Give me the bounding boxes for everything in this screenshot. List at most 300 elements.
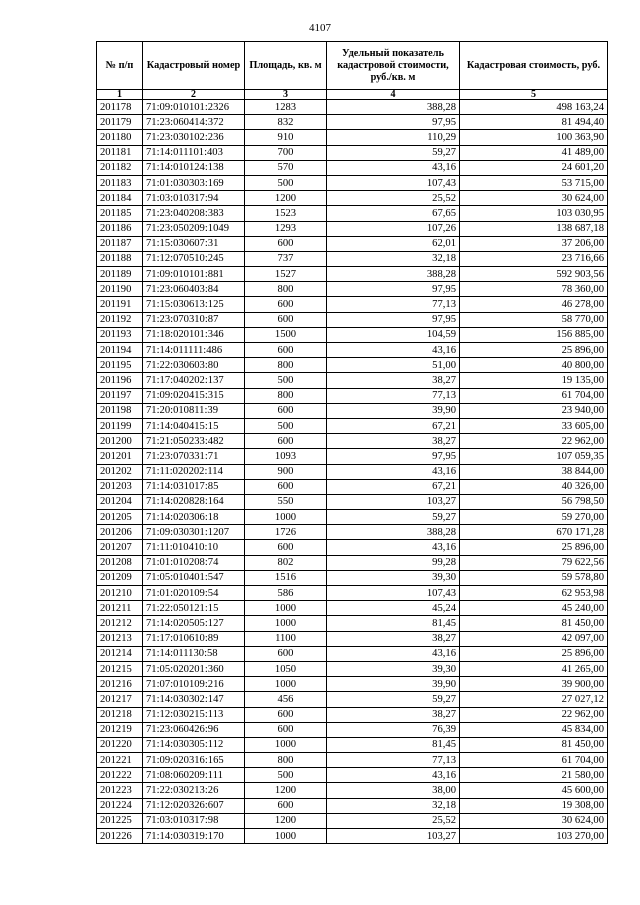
cadastral-number: 71:23:060414:372	[143, 115, 245, 130]
column-index: 1	[97, 90, 143, 100]
cadastral-cost: 61 704,00	[460, 388, 608, 403]
cadastral-number: 71:14:030319:170	[143, 829, 245, 844]
cadastral-number: 71:05:010401:547	[143, 570, 245, 585]
area: 1050	[245, 661, 327, 676]
cadastral-number: 71:23:030102:236	[143, 130, 245, 145]
area: 600	[245, 434, 327, 449]
row-number: 201220	[97, 737, 143, 752]
row-number: 201188	[97, 251, 143, 266]
row-number: 201218	[97, 707, 143, 722]
area: 1000	[245, 737, 327, 752]
cadastral-cost: 45 600,00	[460, 783, 608, 798]
cadastral-cost: 156 885,00	[460, 327, 608, 342]
unit-rate: 43,16	[327, 464, 460, 479]
cadastral-number: 71:22:030213:26	[143, 783, 245, 798]
cadastral-number: 71:09:020415:315	[143, 388, 245, 403]
area: 600	[245, 540, 327, 555]
cadastral-number: 71:14:040415:15	[143, 418, 245, 433]
area: 600	[245, 403, 327, 418]
row-number: 201213	[97, 631, 143, 646]
cadastral-number: 71:11:010410:10	[143, 540, 245, 555]
unit-rate: 59,27	[327, 692, 460, 707]
area: 500	[245, 175, 327, 190]
column-index: 4	[327, 90, 460, 100]
row-number: 201219	[97, 722, 143, 737]
unit-rate: 51,00	[327, 358, 460, 373]
area: 1293	[245, 221, 327, 236]
table-body	[97, 100, 608, 844]
unit-rate: 107,26	[327, 221, 460, 236]
unit-rate: 107,43	[327, 175, 460, 190]
row-number: 201211	[97, 601, 143, 616]
row-number: 201182	[97, 160, 143, 175]
unit-rate: 103,27	[327, 494, 460, 509]
area: 600	[245, 236, 327, 251]
table-row	[97, 692, 608, 707]
unit-rate: 97,95	[327, 115, 460, 130]
cadastral-number: 71:14:020306:18	[143, 510, 245, 525]
cadastral-cost: 592 903,56	[460, 267, 608, 282]
cadastral-cost: 23 940,00	[460, 403, 608, 418]
area: 600	[245, 479, 327, 494]
cadastral-number: 71:14:011130:58	[143, 646, 245, 661]
cadastral-cost: 42 097,00	[460, 631, 608, 646]
cadastral-cost: 19 308,00	[460, 798, 608, 813]
cadastral-number: 71:14:011101:403	[143, 145, 245, 160]
area: 1000	[245, 829, 327, 844]
table-row	[97, 783, 608, 798]
area: 600	[245, 646, 327, 661]
area: 500	[245, 418, 327, 433]
unit-rate: 43,16	[327, 160, 460, 175]
table-header-row	[97, 42, 608, 90]
row-number: 201226	[97, 829, 143, 844]
table-row	[97, 175, 608, 190]
area: 800	[245, 358, 327, 373]
row-number: 201181	[97, 145, 143, 160]
row-number: 201214	[97, 646, 143, 661]
row-number: 201189	[97, 267, 143, 282]
table-row	[97, 616, 608, 631]
cadastral-cost: 40 800,00	[460, 358, 608, 373]
row-number: 201198	[97, 403, 143, 418]
cadastral-cost: 22 962,00	[460, 707, 608, 722]
cadastral-number: 71:05:020201:360	[143, 661, 245, 676]
unit-rate: 76,39	[327, 722, 460, 737]
area: 802	[245, 555, 327, 570]
cadastral-number: 71:22:030603:80	[143, 358, 245, 373]
row-number: 201204	[97, 494, 143, 509]
table-row	[97, 707, 608, 722]
unit-rate: 38,27	[327, 631, 460, 646]
cadastral-number: 71:14:011111:486	[143, 343, 245, 358]
cadastral-number: 71:12:070510:245	[143, 251, 245, 266]
cadastral-cost: 21 580,00	[460, 768, 608, 783]
cadastral-number: 71:15:030613:125	[143, 297, 245, 312]
cadastral-cost: 670 171,28	[460, 525, 608, 540]
row-number: 201195	[97, 358, 143, 373]
row-number: 201178	[97, 100, 143, 115]
header-num: № п/п	[97, 42, 143, 90]
unit-rate: 103,27	[327, 829, 460, 844]
row-number: 201190	[97, 282, 143, 297]
table-row	[97, 555, 608, 570]
table-row	[97, 798, 608, 813]
row-number: 201206	[97, 525, 143, 540]
unit-rate: 59,27	[327, 145, 460, 160]
cadastral-cost: 41 265,00	[460, 661, 608, 676]
row-number: 201225	[97, 813, 143, 828]
row-number: 201221	[97, 753, 143, 768]
table-row	[97, 145, 608, 160]
cadastral-cost: 25 896,00	[460, 343, 608, 358]
unit-rate: 77,13	[327, 388, 460, 403]
header-cost: Кадастровая стоимость, руб.	[460, 42, 608, 90]
row-number: 201185	[97, 206, 143, 221]
row-number: 201224	[97, 798, 143, 813]
table-row	[97, 221, 608, 236]
unit-rate: 81,45	[327, 737, 460, 752]
cadastral-number: 71:14:020505:127	[143, 616, 245, 631]
table-row	[97, 343, 608, 358]
area: 800	[245, 282, 327, 297]
row-number: 201223	[97, 783, 143, 798]
area: 1516	[245, 570, 327, 585]
unit-rate: 43,16	[327, 646, 460, 661]
row-number: 201194	[97, 343, 143, 358]
area: 570	[245, 160, 327, 175]
cadastral-number: 71:01:010208:74	[143, 555, 245, 570]
cadastral-number: 71:23:060403:84	[143, 282, 245, 297]
cadastral-cost: 25 896,00	[460, 540, 608, 555]
table-row	[97, 631, 608, 646]
table-row	[97, 236, 608, 251]
unit-rate: 32,18	[327, 251, 460, 266]
page-number: 4107	[309, 22, 331, 34]
table-row	[97, 768, 608, 783]
unit-rate: 107,43	[327, 586, 460, 601]
table-row	[97, 327, 608, 342]
cadastral-cost: 27 027,12	[460, 692, 608, 707]
table-row	[97, 115, 608, 130]
cadastral-cost: 498 163,24	[460, 100, 608, 115]
area: 700	[245, 145, 327, 160]
cadastral-number: 71:09:010101:881	[143, 267, 245, 282]
row-number: 201215	[97, 661, 143, 676]
cadastral-number: 71:01:030303:169	[143, 175, 245, 190]
row-number: 201187	[97, 236, 143, 251]
table-row	[97, 753, 608, 768]
cadastral-number: 71:23:060426:96	[143, 722, 245, 737]
table-column-index-row	[97, 90, 608, 100]
cadastral-number: 71:20:010811:39	[143, 403, 245, 418]
area: 1000	[245, 601, 327, 616]
cadastral-cost: 81 450,00	[460, 737, 608, 752]
unit-rate: 43,16	[327, 343, 460, 358]
area: 600	[245, 312, 327, 327]
area: 1283	[245, 100, 327, 115]
cadastral-number: 71:14:010124:138	[143, 160, 245, 175]
unit-rate: 39,90	[327, 677, 460, 692]
area: 1000	[245, 510, 327, 525]
area: 500	[245, 768, 327, 783]
table-row	[97, 464, 608, 479]
cadastral-number: 71:09:030301:1207	[143, 525, 245, 540]
cadastral-number: 71:15:030607:31	[143, 236, 245, 251]
area: 1523	[245, 206, 327, 221]
cadastral-cost: 33 605,00	[460, 418, 608, 433]
row-number: 201217	[97, 692, 143, 707]
row-number: 201193	[97, 327, 143, 342]
area: 1000	[245, 677, 327, 692]
row-number: 201196	[97, 373, 143, 388]
table-row	[97, 510, 608, 525]
cadastral-number: 71:11:020202:114	[143, 464, 245, 479]
table-row	[97, 434, 608, 449]
unit-rate: 67,65	[327, 206, 460, 221]
unit-rate: 38,27	[327, 434, 460, 449]
unit-rate: 43,16	[327, 768, 460, 783]
cadastral-cost: 58 770,00	[460, 312, 608, 327]
area: 1726	[245, 525, 327, 540]
unit-rate: 38,00	[327, 783, 460, 798]
unit-rate: 67,21	[327, 479, 460, 494]
cadastral-cost: 53 715,00	[460, 175, 608, 190]
row-number: 201200	[97, 434, 143, 449]
unit-rate: 43,16	[327, 540, 460, 555]
row-number: 201207	[97, 540, 143, 555]
cadastral-cost: 59 270,00	[460, 510, 608, 525]
row-number: 201186	[97, 221, 143, 236]
row-number: 201203	[97, 479, 143, 494]
cadastral-cost: 45 834,00	[460, 722, 608, 737]
unit-rate: 45,24	[327, 601, 460, 616]
area: 800	[245, 388, 327, 403]
area: 1000	[245, 616, 327, 631]
unit-rate: 110,29	[327, 130, 460, 145]
header-cadastral-number: Кадастровый номер	[143, 42, 245, 90]
area: 1527	[245, 267, 327, 282]
unit-rate: 25,52	[327, 813, 460, 828]
table-row	[97, 722, 608, 737]
table-row	[97, 403, 608, 418]
unit-rate: 62,01	[327, 236, 460, 251]
cadastral-number: 71:03:010317:94	[143, 191, 245, 206]
cadastral-number: 71:14:020828:164	[143, 494, 245, 509]
row-number: 201209	[97, 570, 143, 585]
unit-rate: 81,45	[327, 616, 460, 631]
cadastral-number: 71:09:010101:2326	[143, 100, 245, 115]
area: 500	[245, 373, 327, 388]
unit-rate: 39,30	[327, 661, 460, 676]
table-row	[97, 388, 608, 403]
unit-rate: 67,21	[327, 418, 460, 433]
cadastral-number: 71:14:030305:112	[143, 737, 245, 752]
cadastral-cost: 81 450,00	[460, 616, 608, 631]
table-row	[97, 297, 608, 312]
cadastral-cost: 107 059,35	[460, 449, 608, 464]
cadastral-cost: 25 896,00	[460, 646, 608, 661]
cadastral-number: 71:21:050233:482	[143, 434, 245, 449]
area: 900	[245, 464, 327, 479]
table-row	[97, 540, 608, 555]
cadastral-number: 71:14:030302:147	[143, 692, 245, 707]
cadastral-number: 71:14:031017:85	[143, 479, 245, 494]
cadastral-number: 71:22:050121:15	[143, 601, 245, 616]
unit-rate: 39,90	[327, 403, 460, 418]
cadastral-cost: 61 704,00	[460, 753, 608, 768]
area: 600	[245, 707, 327, 722]
unit-rate: 77,13	[327, 753, 460, 768]
row-number: 201201	[97, 449, 143, 464]
column-index: 2	[143, 90, 245, 100]
area: 910	[245, 130, 327, 145]
cadastral-number: 71:03:010317:98	[143, 813, 245, 828]
unit-rate: 59,27	[327, 510, 460, 525]
cadastral-number: 71:23:070310:87	[143, 312, 245, 327]
table-row	[97, 206, 608, 221]
cadastral-number: 71:23:070331:71	[143, 449, 245, 464]
cadastral-cost: 24 601,20	[460, 160, 608, 175]
column-index: 5	[460, 90, 608, 100]
cadastral-cost: 30 624,00	[460, 191, 608, 206]
cadastral-cost: 103 030,95	[460, 206, 608, 221]
cadastral-number: 71:08:060209:111	[143, 768, 245, 783]
cadastral-cost: 30 624,00	[460, 813, 608, 828]
table-row	[97, 479, 608, 494]
row-number: 201212	[97, 616, 143, 631]
table-row	[97, 373, 608, 388]
row-number: 201202	[97, 464, 143, 479]
cadastral-number: 71:23:050209:1049	[143, 221, 245, 236]
unit-rate: 97,95	[327, 449, 460, 464]
row-number: 201197	[97, 388, 143, 403]
area: 550	[245, 494, 327, 509]
table-row	[97, 494, 608, 509]
cadastral-number: 71:07:010109:216	[143, 677, 245, 692]
area: 1200	[245, 783, 327, 798]
row-number: 201199	[97, 418, 143, 433]
area: 737	[245, 251, 327, 266]
cadastral-cost: 23 716,66	[460, 251, 608, 266]
area: 1200	[245, 813, 327, 828]
table-row	[97, 282, 608, 297]
table-row	[97, 646, 608, 661]
row-number: 201216	[97, 677, 143, 692]
unit-rate: 38,27	[327, 373, 460, 388]
table-row	[97, 191, 608, 206]
row-number: 201179	[97, 115, 143, 130]
cadastral-number: 71:17:010610:89	[143, 631, 245, 646]
table-row	[97, 661, 608, 676]
row-number: 201184	[97, 191, 143, 206]
cadastral-cost: 81 494,40	[460, 115, 608, 130]
cadastral-cost: 138 687,18	[460, 221, 608, 236]
cadastral-cost: 56 798,50	[460, 494, 608, 509]
cadastral-cost: 59 578,80	[460, 570, 608, 585]
area: 600	[245, 798, 327, 813]
cadastral-cost: 39 900,00	[460, 677, 608, 692]
area: 1093	[245, 449, 327, 464]
cadastral-cost: 100 363,90	[460, 130, 608, 145]
cadastral-cost: 103 270,00	[460, 829, 608, 844]
area: 600	[245, 343, 327, 358]
cadastral-cost: 78 360,00	[460, 282, 608, 297]
row-number: 201180	[97, 130, 143, 145]
unit-rate: 25,52	[327, 191, 460, 206]
cadastral-cost: 37 206,00	[460, 236, 608, 251]
unit-rate: 77,13	[327, 297, 460, 312]
table-row	[97, 829, 608, 844]
cadastral-cost: 79 622,56	[460, 555, 608, 570]
table-row	[97, 570, 608, 585]
column-index: 3	[245, 90, 327, 100]
table-row	[97, 251, 608, 266]
cadastral-number: 71:17:040202:137	[143, 373, 245, 388]
cadastral-value-table	[96, 41, 608, 844]
cadastral-number: 71:12:020326:607	[143, 798, 245, 813]
row-number: 201183	[97, 175, 143, 190]
unit-rate: 388,28	[327, 267, 460, 282]
unit-rate: 39,30	[327, 570, 460, 585]
row-number: 201205	[97, 510, 143, 525]
area: 600	[245, 297, 327, 312]
table-row	[97, 418, 608, 433]
unit-rate: 97,95	[327, 312, 460, 327]
row-number: 201192	[97, 312, 143, 327]
table-row	[97, 737, 608, 752]
row-number: 201210	[97, 586, 143, 601]
table-row	[97, 813, 608, 828]
table-row	[97, 525, 608, 540]
area: 456	[245, 692, 327, 707]
header-area: Площадь, кв. м	[245, 42, 327, 90]
row-number: 201222	[97, 768, 143, 783]
table-row	[97, 100, 608, 115]
table-row	[97, 677, 608, 692]
unit-rate: 32,18	[327, 798, 460, 813]
cadastral-cost: 46 278,00	[460, 297, 608, 312]
table-row	[97, 358, 608, 373]
cadastral-number: 71:01:020109:54	[143, 586, 245, 601]
area: 800	[245, 753, 327, 768]
cadastral-number: 71:12:030215:113	[143, 707, 245, 722]
table-row	[97, 130, 608, 145]
unit-rate: 388,28	[327, 100, 460, 115]
table-row	[97, 267, 608, 282]
unit-rate: 388,28	[327, 525, 460, 540]
unit-rate: 99,28	[327, 555, 460, 570]
row-number: 201191	[97, 297, 143, 312]
cadastral-cost: 22 962,00	[460, 434, 608, 449]
row-number: 201208	[97, 555, 143, 570]
cadastral-cost: 41 489,00	[460, 145, 608, 160]
cadastral-number: 71:18:020101:346	[143, 327, 245, 342]
table-row	[97, 601, 608, 616]
table-row	[97, 160, 608, 175]
cadastral-cost: 62 953,98	[460, 586, 608, 601]
cadastral-cost: 40 326,00	[460, 479, 608, 494]
area: 1200	[245, 191, 327, 206]
cadastral-cost: 38 844,00	[460, 464, 608, 479]
cadastral-number: 71:09:020316:165	[143, 753, 245, 768]
area: 600	[245, 722, 327, 737]
table-row	[97, 449, 608, 464]
area: 1100	[245, 631, 327, 646]
area: 832	[245, 115, 327, 130]
table-row	[97, 312, 608, 327]
cadastral-number: 71:23:040208:383	[143, 206, 245, 221]
